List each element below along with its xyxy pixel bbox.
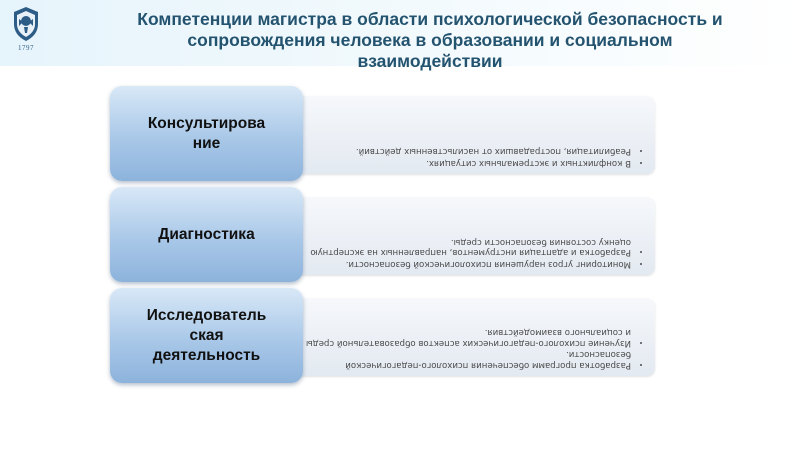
competency-label-box — [110, 187, 303, 282]
list-item: • Разработка и адаптация инструментов, направленных на экспертную оценку состояния безопасности среды. — [298, 236, 631, 257]
logo-year: 1797 — [18, 44, 34, 52]
competency-row-consulting — [110, 86, 655, 181]
eagle-crest-icon — [11, 6, 41, 42]
list-item: • Реабилитация, пострадавших от насильственных действий. — [298, 146, 631, 157]
list-item: • Мониторинг угроз нарушения психологической безопасности. — [298, 258, 631, 269]
competency-label-box — [110, 288, 303, 383]
competency-row-research — [110, 288, 655, 383]
competency-row-diagnostics — [110, 187, 655, 282]
competency-details — [280, 298, 655, 376]
competency-details — [280, 96, 655, 174]
competency-label-box — [110, 86, 303, 181]
university-logo — [8, 6, 44, 58]
competency-label: Исследователь ская деятельность — [146, 306, 267, 364]
list-item: • Изучение психолого-педагогических аспектов образовательной среды и социального взаимодействия. — [298, 327, 631, 348]
competency-label: Консультирова ние — [147, 114, 266, 152]
page-title: Компетенции магистра в области психологической безопасность и сопровождения человека в образовании и социальном взаимодействии — [137, 9, 723, 71]
competency-details — [280, 197, 655, 275]
competency-label: Диагностика — [158, 225, 255, 243]
list-item: • В конфликтных и экстремальных ситуациях. — [298, 157, 631, 168]
list-item: • Разработка программ обеспечения психолого-педагогической безопасности. — [298, 349, 631, 370]
